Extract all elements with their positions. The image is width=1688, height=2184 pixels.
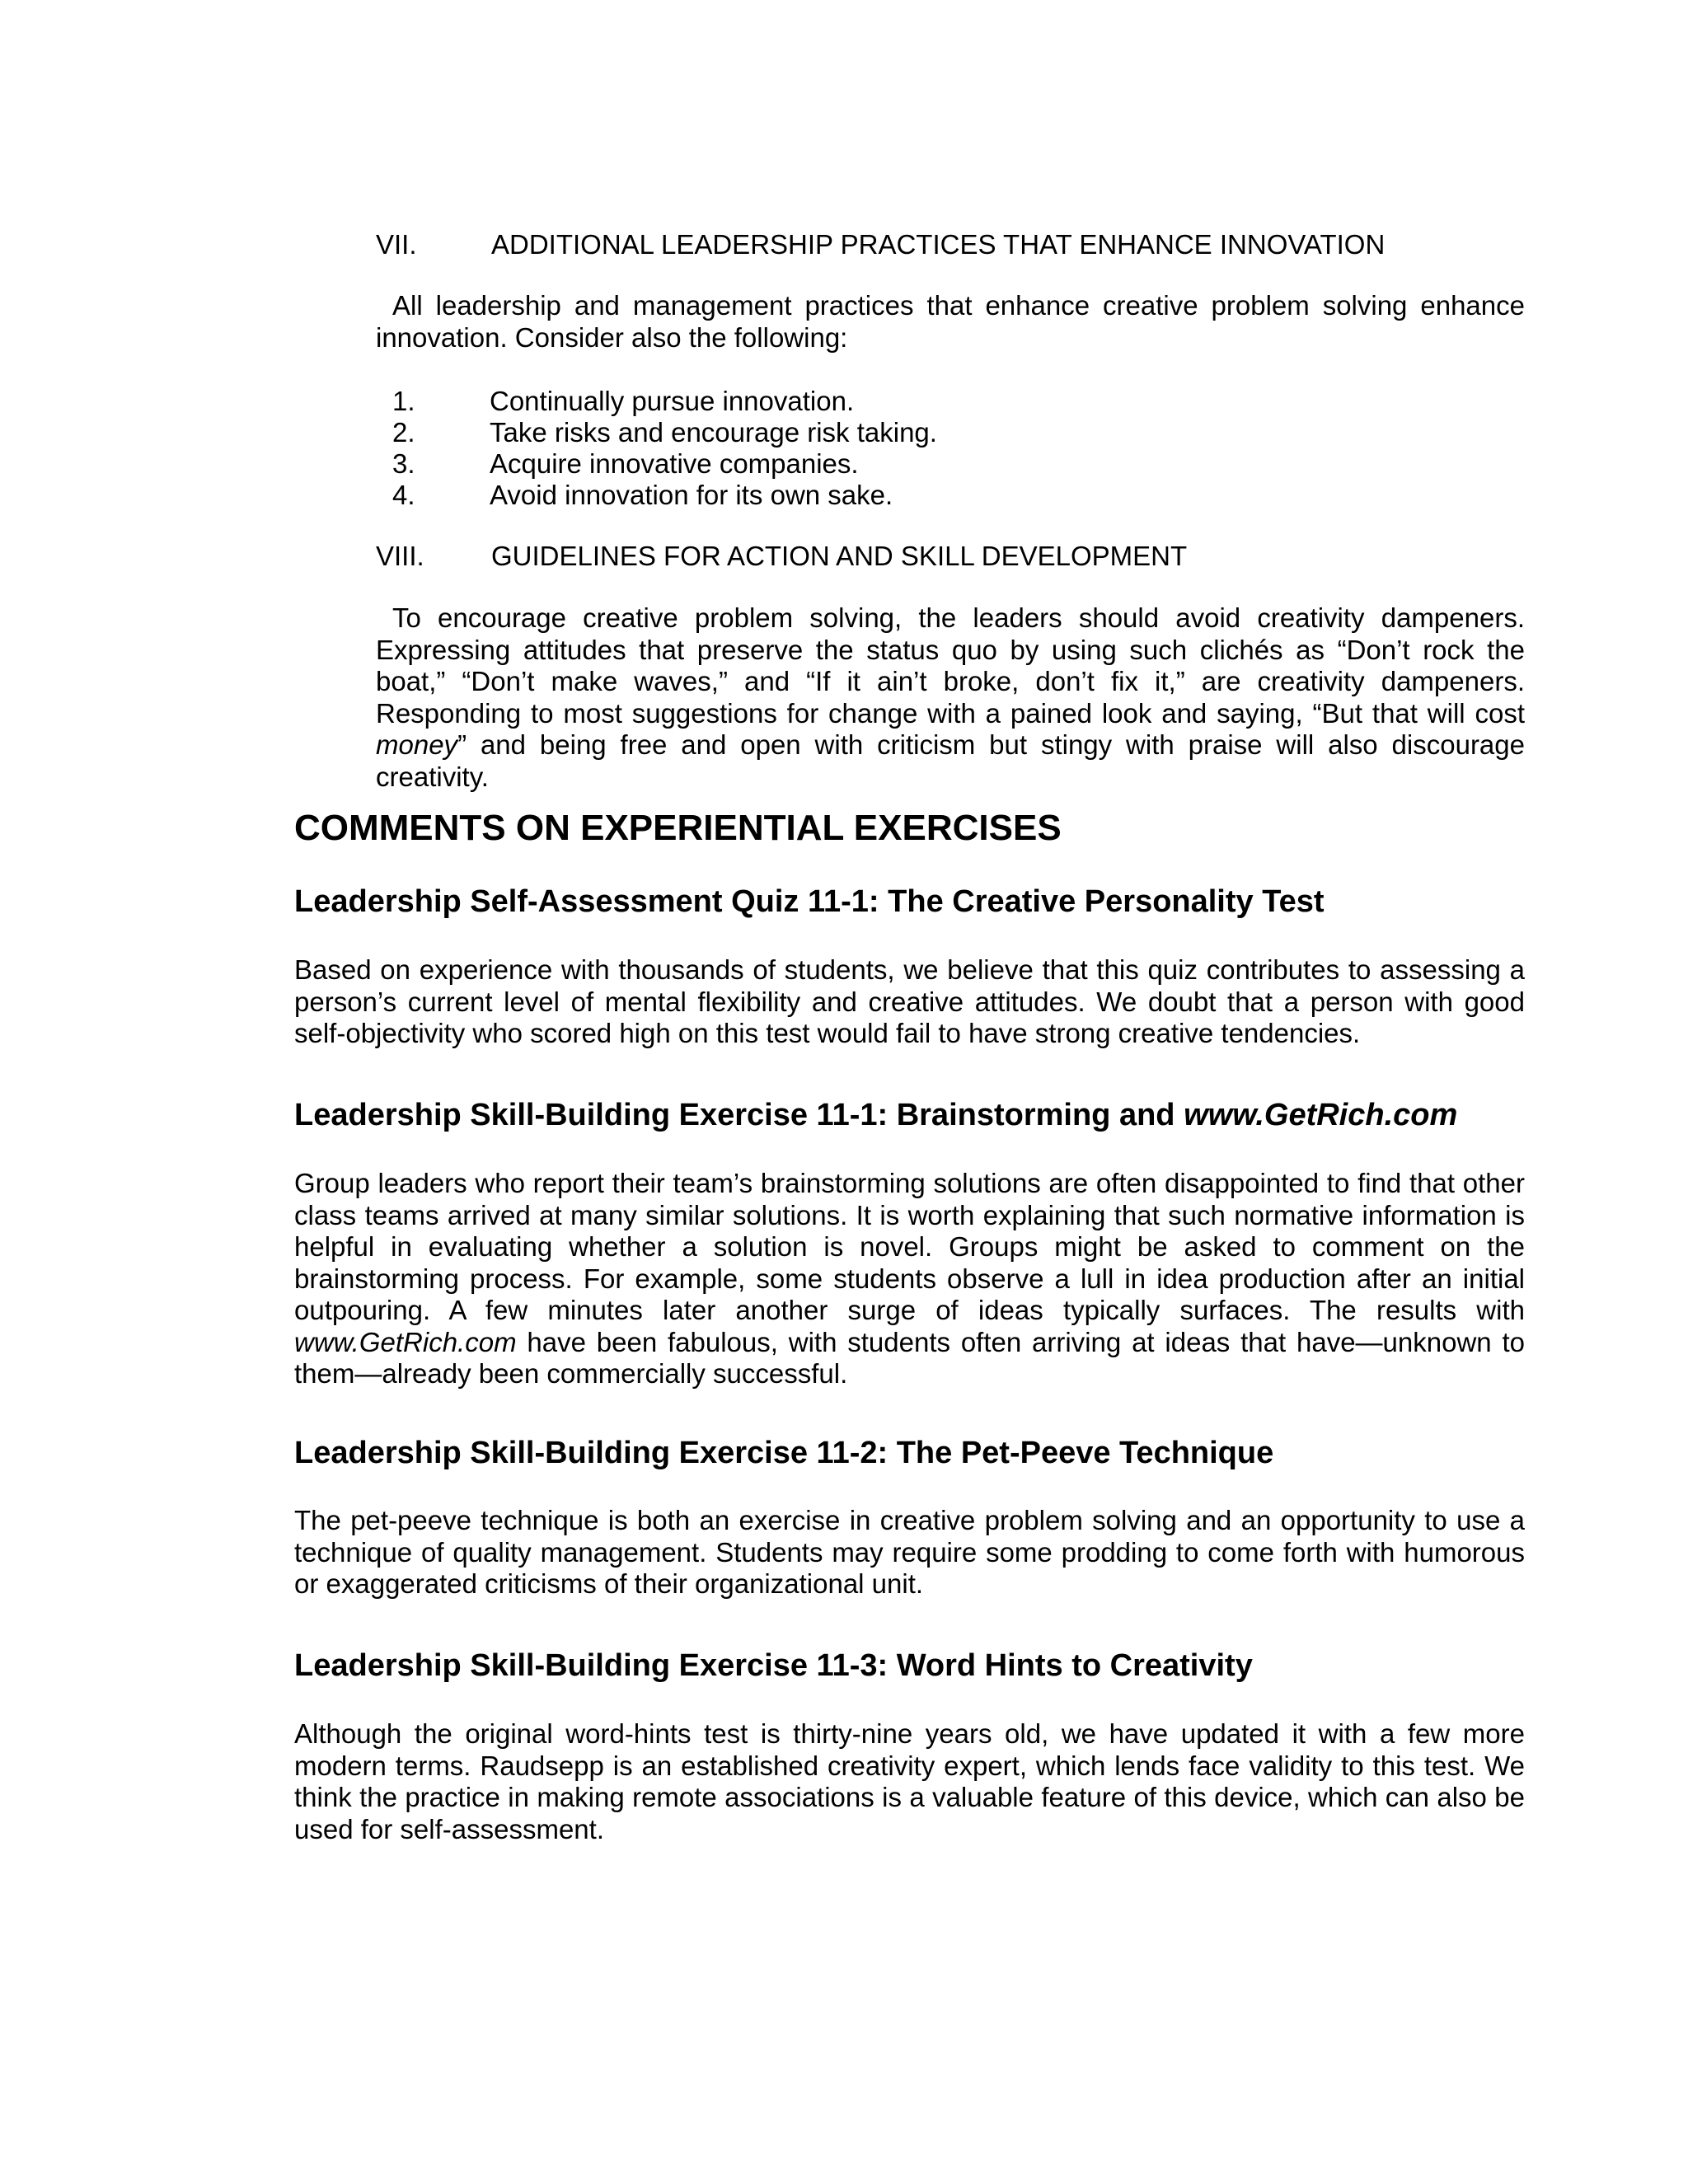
list-item-text: Continually pursue innovation. [490, 386, 855, 416]
exercise-11-1-body-part-1: Group leaders who report their team’s brainstorming solutions are often disappointed to find that other class teams arrived at many similar solutions. It is worth explaining that such normative information is helpful in evaluating whether a solution is novel. Groups might be asked to comment on the brainstorming process. For example, some students observe a lull in idea production after an initial outpouring. A few minutes later another surge of ideas typically surfaces. The results with [294, 1168, 1525, 1325]
list-item-text: Take risks and encourage risk taking. [490, 417, 937, 448]
list-item-text: Acquire innovative companies. [490, 448, 859, 479]
section-8-text-part-2: ” and being free and open with criticism but stingy with praise will also discourage creativity. [376, 729, 1525, 792]
list-item-text: Avoid innovation for its own sake. [490, 480, 893, 510]
comments-heading: COMMENTS ON EXPERIENTIAL EXERCISES [294, 808, 1062, 848]
exercise-11-2-heading: Leadership Skill-Building Exercise 11-2: The Pet-Peeve Technique [294, 1436, 1274, 1470]
exercise-11-3-heading: Leadership Skill-Building Exercise 11-3: Word Hints to Creativity [294, 1648, 1253, 1683]
list-item-number: 3. [392, 448, 415, 479]
exercise-11-1-body-italic: www.GetRich.com [294, 1326, 517, 1357]
exercise-11-1-heading-text: Leadership Skill-Building Exercise 11-1: Brainstorming and [294, 1098, 1184, 1132]
section-8-text-italic: money [376, 729, 458, 760]
exercise-11-1-body [294, 1168, 1525, 1390]
section-8-paragraph [376, 602, 1525, 793]
list-item-number: 2. [392, 417, 415, 448]
exercise-11-1-heading [294, 1097, 1457, 1133]
exercise-11-2-body: The pet-peeve technique is both an exercise in creative problem solving and an opportunity to use a technique of quality management. Students may require some prodding to come forth with humorous or exaggerated criticisms of their organizational unit. [294, 1505, 1525, 1599]
list-item-number: 1. [392, 386, 415, 416]
exercise-11-1-body-part-2: have been fabulous, with students often arriving at ideas that have—unknown to them—already been commercially successful. [294, 1326, 1525, 1389]
section-7-intro: All leadership and management practices that enhance creative problem solving enhance innovation. Consider also the following: [376, 290, 1525, 353]
quiz-11-1-heading: Leadership Self-Assessment Quiz 11-1: The Creative Personality Test [294, 884, 1325, 919]
section-8-number: VIII. [376, 541, 424, 571]
section-7-number: VII. [376, 229, 417, 260]
section-8-text-part-1: To encourage creative problem solving, the leaders should avoid creativity dampeners. Expressing attitudes that preserve the status quo by using such clichés as “Don’t rock the boat,” “Don’t make waves,” and “If it ain’t broke, don’t fix it,” are creativity dampeners. Responding to most suggestions for change with a pained look and saying, “But that will cost [376, 602, 1525, 729]
quiz-11-1-body: Based on experience with thousands of students, we believe that this quiz contributes to assessing a person’s current level of mental flexibility and creative attitudes. We doubt that a person with good self-objectivity who scored high on this test would fail to have strong creative tendencies. [294, 954, 1525, 1048]
exercise-11-3-body: Although the original word-hints test is thirty-nine years old, we have updated it with a few more modern terms. Raudsepp is an established creativity expert, which lends face validity to this test. We think the practice in making remote associations is a valuable feature of this device, which can also be used for self-assessment. [294, 1718, 1525, 1844]
section-8-title: GUIDELINES FOR ACTION AND SKILL DEVELOPMENT [491, 541, 1188, 571]
exercise-11-1-heading-italic: www.GetRich.com [1184, 1098, 1458, 1132]
section-7-title: ADDITIONAL LEADERSHIP PRACTICES THAT ENHANCE INNOVATION [491, 229, 1386, 260]
list-item-number: 4. [392, 480, 415, 510]
